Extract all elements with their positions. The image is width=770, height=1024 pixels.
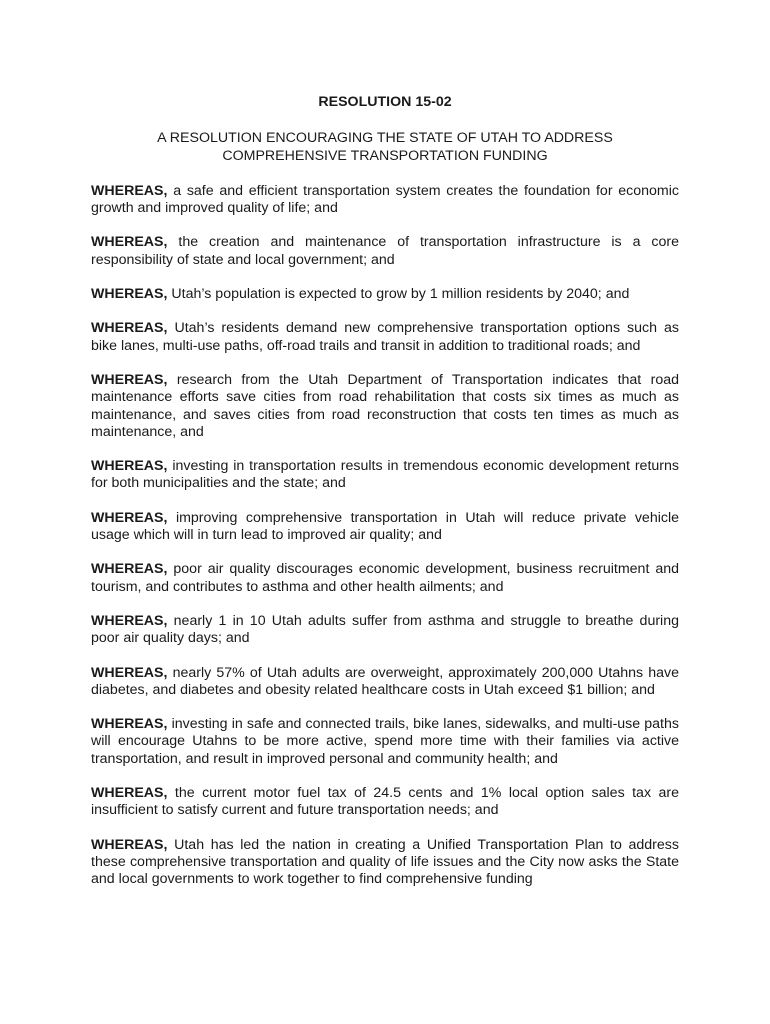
resolution-title: RESOLUTION 15-02: [318, 94, 452, 110]
clause-keyword: WHEREAS,: [91, 664, 168, 681]
clause-keyword: WHEREAS,: [91, 234, 168, 251]
clause-text: nearly 57% of Utah adults are overweight, approximately 200,000 Utahns have diabetes, and diabetes and obesity related healthcare costs in Utah exceed $1 billion; and: [91, 664, 679, 698]
clause-keyword: WHEREAS,: [91, 836, 168, 853]
whereas-clause: [91, 716, 679, 768]
clause-keyword: WHEREAS,: [91, 371, 168, 388]
clause-keyword: WHEREAS,: [91, 785, 168, 802]
clause-text: Utah’s population is expected to grow by 1 million residents by 2040; and: [167, 286, 630, 303]
clause-text: the creation and maintenance of transportation infrastructure is a core responsibility of state and local government; and: [91, 234, 679, 268]
clause-keyword: WHEREAS,: [91, 458, 168, 475]
clause-keyword: WHEREAS,: [91, 561, 168, 578]
whereas-clause: [91, 372, 679, 441]
clause-text: improving comprehensive transportation in Utah will reduce private vehicle usage which will in turn lead to improved air quality; and: [91, 509, 679, 544]
clause-keyword: WHEREAS,: [91, 320, 168, 337]
clause-text: investing in safe and connected trails, bike lanes, sidewalks, and multi-use paths will encourage Utahns to be more active, spend more time with their families via active transportation, and result in improved personal and community health; and: [91, 716, 679, 767]
whereas-clause: [91, 561, 679, 596]
clause-text: investing in transportation results in tremendous economic development returns for both municipalities and the state; and: [91, 458, 679, 492]
subtitle-line-2: COMPREHENSIVE TRANSPORTATION FUNDING: [222, 147, 548, 164]
clause-text: the current motor fuel tax of 24.5 cents and 1% local option sales tax are insufficient to satisfy current and future transportation needs; and: [91, 785, 679, 819]
whereas-clauses: [91, 183, 679, 889]
clause-text: Utah has led the nation in creating a Unified Transportation Plan to address these comprehensive transportation and quality of life issues and the City now asks the State and local governments to work together to find comprehensive funding: [91, 836, 679, 888]
document-page: [91, 94, 679, 906]
clause-text: research from the Utah Department of Transportation indicates that road maintenance efforts save cities from road rehabilitation that costs six times as much as maintenance, and saves cities from road reconstruction that costs ten times as much as maintenance, and: [91, 371, 679, 440]
resolution-subtitle: [91, 130, 679, 165]
whereas-clause: [91, 234, 679, 269]
whereas-clause: [91, 613, 679, 648]
subtitle-line-1: A RESOLUTION ENCOURAGING THE STATE OF UTAH TO ADDRESS: [157, 130, 613, 147]
whereas-clause: [91, 665, 679, 700]
clause-keyword: WHEREAS,: [91, 182, 168, 199]
clause-text: a safe and efficient transportation system creates the foundation for economic growth and improved quality of life; and: [91, 182, 679, 217]
clause-keyword: WHEREAS,: [91, 716, 168, 733]
whereas-clause: [91, 320, 679, 355]
clause-text: Utah’s residents demand new comprehensive transportation options such as bike lanes, multi-use paths, off-road trails and transit in addition to traditional roads; and: [91, 320, 679, 354]
whereas-clause: [91, 510, 679, 545]
whereas-clause: [91, 837, 679, 889]
clause-text: nearly 1 in 10 Utah adults suffer from asthma and struggle to breathe during poor air quality days; and: [91, 612, 679, 647]
whereas-clause: [91, 183, 679, 218]
whereas-clause: [91, 286, 679, 303]
clause-text: poor air quality discourages economic development, business recruitment and tourism, and contributes to asthma and other health ailments; and: [91, 561, 679, 595]
clause-keyword: WHEREAS,: [91, 612, 168, 629]
whereas-clause: [91, 458, 679, 493]
clause-keyword: WHEREAS,: [91, 509, 168, 526]
clause-keyword: WHEREAS,: [91, 286, 168, 303]
whereas-clause: [91, 785, 679, 820]
